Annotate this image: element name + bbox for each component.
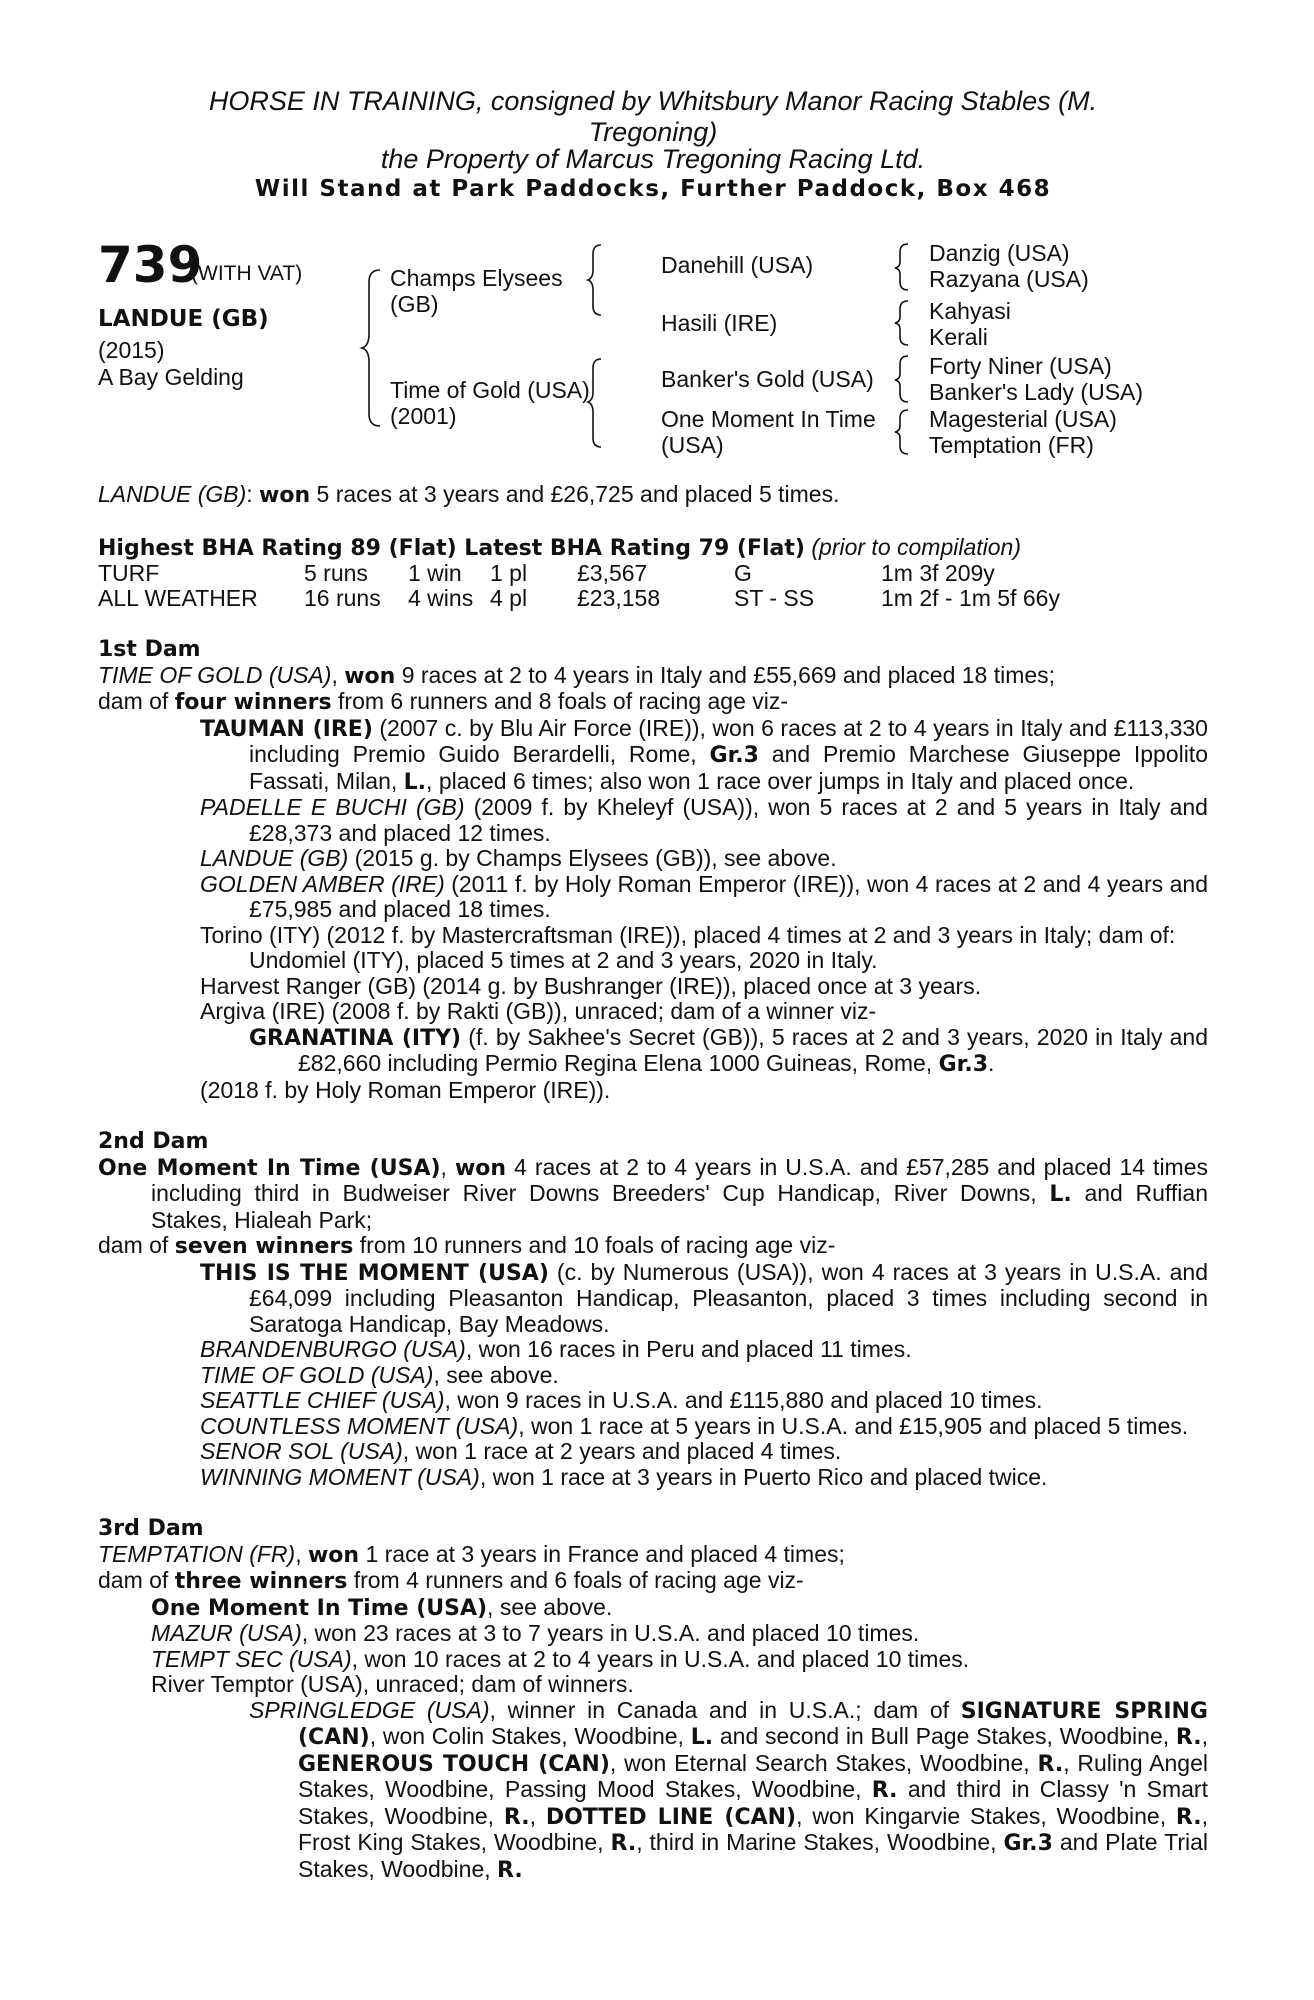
dam-dam-text: One Moment In Time xyxy=(661,406,876,432)
sd-dam: Kerali xyxy=(929,324,988,350)
produce-a: dam of xyxy=(98,688,175,714)
offspring-text: (2009 f. by Kheleyf (USA)), won 5 races at 2 and 5 years in Italy and £28,373 and placed 12 times. xyxy=(249,794,1208,846)
offspring-text: , Frost King Stakes, Woodbine, xyxy=(298,1802,1209,1855)
consignor-line-cont: Tregoning) xyxy=(588,117,718,147)
sire-name xyxy=(390,265,563,317)
offspring-name: GENEROUS TOUCH (CAN) xyxy=(298,1751,610,1777)
won-label: won xyxy=(344,663,396,689)
summary-horse-name: LANDUE (GB) xyxy=(98,481,247,507)
rating-note: (prior to compilation) xyxy=(811,533,1022,560)
offspring-name: TEMPT SEC (USA) xyxy=(151,1645,352,1672)
sire-name-text: Champs Elysees xyxy=(390,265,563,291)
list-item: Torino (ITY) (2012 f. by Mastercraftsman (IRE)), placed 4 times at 2 and 3 years in Italy; dam of: xyxy=(200,921,1176,948)
list-item xyxy=(98,1465,1208,1491)
stand-location: Will Stand at Park Paddocks, Further Paddock, Box 468 xyxy=(254,176,1052,202)
dd-bracket xyxy=(894,404,914,460)
ss-dam: Razyana (USA) xyxy=(929,266,1089,292)
offspring-name: WINNING MOMENT (USA) xyxy=(200,1463,480,1490)
grade: Gr.3 xyxy=(1003,1831,1053,1856)
second-dam-heading: 2nd Dam xyxy=(98,1129,209,1154)
offspring-name: SPRINGLEDGE (USA) xyxy=(249,1696,490,1723)
grade: L. xyxy=(690,1725,714,1750)
dam-name-text: Time of Gold (USA) xyxy=(390,377,590,403)
produce-b: seven winners xyxy=(174,1234,354,1259)
offspring-text: and Premio Marchese Giuseppe Ippolito Fassati, Milan, xyxy=(249,741,1208,794)
offspring-text: , won 1 race at 5 years in U.S.A. and £15,905 and placed 5 times. xyxy=(518,1412,1189,1439)
horse-year: (2015) xyxy=(98,337,165,363)
grade: Gr.3 xyxy=(709,743,759,768)
list-item xyxy=(98,872,1208,923)
horse-name: LANDUE (GB) xyxy=(98,306,269,332)
dam-name: TEMPTATION (FR) xyxy=(98,1540,296,1567)
record-text: 9 races at 2 to 4 years in Italy and £55,669 and placed 18 times; xyxy=(395,661,1056,688)
horse-description: A Bay Gelding xyxy=(98,364,244,390)
ds-sire: Forty Niner (USA) xyxy=(929,353,1112,379)
offspring-text: (2007 c. by Blu Air Force (IRE)), won 6 races at 2 to 4 years in Italy and £113,330 including Premio Guido Berardelli, Rome, xyxy=(249,714,1208,767)
sire-dam: Hasili (IRE) xyxy=(661,310,778,336)
dd-dam: Temptation (FR) xyxy=(929,432,1094,458)
list-item xyxy=(98,1388,1208,1414)
produce-c: from 6 runners and 8 foals of racing age viz- xyxy=(331,688,789,714)
grade: Gr.3 xyxy=(938,1052,989,1077)
offspring-text: , Ruling Angel Stakes, Woodbine, Passing Mood Stakes, Woodbine, xyxy=(298,1749,1208,1802)
dam-year: (2001) xyxy=(390,403,457,429)
won-label: won xyxy=(307,1542,360,1568)
dam-dam-origin: (USA) xyxy=(661,432,724,458)
stat-surface: TURF xyxy=(98,560,160,586)
lot-number: 739 xyxy=(98,236,203,294)
first-dam-record: TIME OF GOLD (USA), won 9 races at 2 to 4 years in Italy and £55,669 and placed 18 times; xyxy=(98,661,1056,689)
grade: R. xyxy=(1037,1751,1064,1777)
list-item xyxy=(98,1363,1208,1389)
offspring-text: , xyxy=(1201,1723,1208,1749)
list-item: Undomiel (ITY), placed 5 times at 2 and 3 years, 2020 in Italy. xyxy=(249,947,878,973)
offspring-name: One Moment In Time (USA) xyxy=(151,1595,488,1621)
produce-a: dam of xyxy=(98,1567,175,1593)
ds-bracket xyxy=(894,350,914,406)
offspring-text: (2011 f. by Holy Roman Emperor (IRE)), won 4 races at 2 and 4 years and £75,985 and placed 18 times. xyxy=(249,870,1208,922)
list-item: Argiva (IRE) (2008 f. by Rakti (GB)), unraced; dam of a winner viz- xyxy=(200,998,877,1024)
third-dam-heading: 3rd Dam xyxy=(98,1516,204,1541)
offspring-text: , winner in Canada and in U.S.A.; dam of xyxy=(489,1696,961,1723)
produce-a: dam of xyxy=(98,1232,175,1258)
vat-note: (WITH VAT) xyxy=(191,262,303,285)
offspring-text: and Plate Trial Stakes, Woodbine, xyxy=(298,1829,1208,1882)
offspring-name: MAZUR (USA) xyxy=(151,1620,302,1646)
offspring-name: BRANDENBURGO (USA) xyxy=(200,1336,466,1362)
dam-dam xyxy=(661,406,876,458)
dam-bracket xyxy=(587,354,607,454)
dam-name: One Moment In Time (USA) xyxy=(98,1155,441,1181)
offspring-text: , see above. xyxy=(433,1361,559,1388)
stat-going: ST - SS xyxy=(734,585,815,611)
ss-sire: Danzig (USA) xyxy=(929,240,1070,266)
summary-line: LANDUE (GB): won 5 races at 3 years and £26,725 and placed 5 times. xyxy=(98,481,840,508)
list-item xyxy=(98,846,1208,872)
grade: R. xyxy=(503,1804,530,1830)
list-item xyxy=(98,1414,1208,1440)
stat-wins: 4 wins xyxy=(408,585,474,611)
stat-runs: 5 runs xyxy=(304,560,368,586)
produce-b: three winners xyxy=(174,1569,348,1594)
offspring-text: . xyxy=(988,1050,995,1076)
stat-wins: 1 win xyxy=(408,560,462,586)
grade: R. xyxy=(497,1857,523,1883)
ss-bracket xyxy=(894,240,914,294)
second-dam-record: One Moment In Time (USA), won 4 races at 2 to 4 years in U.S.A. and £57,285 and placed 14 times including third in Budweiser River Downs Breeders' Cup Handicap, River Downs, L. and Ruffian Stakes, Hialeah Park; xyxy=(98,1153,1208,1233)
offspring-text: , won Eternal Search Stakes, Woodbine, xyxy=(609,1749,1038,1776)
offspring-text: , won Kingarvie Stakes, Woodbine, xyxy=(796,1802,1176,1829)
offspring-text: , see above. xyxy=(487,1593,613,1620)
sire-name-origin: (GB) xyxy=(390,291,439,317)
first-dam-produce xyxy=(98,689,1208,716)
stat-prize: £3,567 xyxy=(577,560,648,586)
won-label: won xyxy=(454,1155,507,1181)
offspring-text: , placed 6 times; also won 1 race over jumps in Italy and placed once. xyxy=(426,767,1135,794)
record-text: 4 races at 2 to 4 years in U.S.A. and £57,285 and placed 14 times including third in Budweiser River Downs Breeders' Cup Handicap, River Downs, xyxy=(151,1153,1208,1206)
record-text: and Ruffian Stakes, Hialeah Park; xyxy=(151,1180,1208,1233)
offspring-text: , won Colin Stakes, Woodbine, xyxy=(369,1723,691,1749)
produce-c: from 4 runners and 6 foals of racing age viz- xyxy=(347,1567,804,1593)
stat-placed: 4 pl xyxy=(490,585,528,611)
race-record-body xyxy=(98,482,1208,1883)
third-dam-record: TEMPTATION (FR), won 1 race at 3 years in France and placed 4 times; xyxy=(98,1540,845,1568)
list-item xyxy=(98,1621,1208,1647)
second-dam-produce xyxy=(98,1233,1208,1260)
sire-bracket xyxy=(587,240,607,320)
grade: L. xyxy=(403,769,427,795)
stat-surface: ALL WEATHER xyxy=(98,585,258,611)
offspring-text: , won 10 races at 2 to 4 years in U.S.A. and placed 10 times. xyxy=(351,1645,970,1672)
stat-distance: 1m 3f 209y xyxy=(881,560,995,586)
stat-distance: 1m 2f - 1m 5f 66y xyxy=(881,585,1060,611)
offspring-name: COUNTLESS MOMENT (USA) xyxy=(200,1412,519,1439)
consignor-header xyxy=(98,86,1208,148)
stat-runs: 16 runs xyxy=(304,585,381,611)
list-item xyxy=(98,795,1208,846)
dd-sire: Magesterial (USA) xyxy=(929,406,1117,432)
offspring-name: GRANATINA (ITY) xyxy=(249,1025,462,1051)
list-item xyxy=(98,1698,1208,1884)
list-item xyxy=(98,1595,1208,1622)
property-line: the Property of Marcus Tregoning Racing Ltd. xyxy=(380,144,926,174)
rating-line xyxy=(98,535,1208,562)
list-item: Harvest Ranger (GB) (2014 g. by Bushranger (IRE)), placed once at 3 years. xyxy=(200,972,982,999)
record-text: 1 race at 3 years in France and placed 4 times; xyxy=(359,1540,845,1567)
offspring-text: , xyxy=(529,1802,546,1829)
offspring-text: and second in Bull Page Stakes, Woodbine, xyxy=(713,1723,1176,1749)
offspring-text: , won 16 races in Peru and placed 11 times. xyxy=(465,1336,912,1362)
offspring-name: LANDUE (GB) xyxy=(200,845,349,871)
first-dam-heading: 1st Dam xyxy=(98,637,201,662)
dam-name xyxy=(390,377,590,429)
offspring-name: SIGNATURE SPRING (CAN) xyxy=(298,1698,1208,1750)
sire-dam-bracket xyxy=(360,262,390,432)
offspring-text: , won 9 races in U.S.A. and £115,880 and placed 10 times. xyxy=(444,1387,1043,1413)
offspring-text: , won 1 race at 2 years and placed 4 times. xyxy=(402,1438,842,1464)
table-row xyxy=(98,586,1060,611)
offspring-name: TAUMAN (IRE) xyxy=(200,716,373,742)
offspring-name: GOLDEN AMBER (IRE) xyxy=(200,870,445,897)
grade: R. xyxy=(1175,1725,1202,1750)
rating-bold: Highest BHA Rating 89 (Flat) Latest BHA Rating 79 (Flat) xyxy=(98,535,805,561)
grade: L. xyxy=(1049,1182,1072,1207)
dam-name: TIME OF GOLD (USA) xyxy=(98,661,332,688)
list-item xyxy=(98,1025,1208,1078)
third-dam-produce xyxy=(98,1568,1208,1595)
produce-b: four winners xyxy=(174,690,332,715)
stats-table xyxy=(98,561,1060,611)
stat-placed: 1 pl xyxy=(490,560,528,586)
produce-c: from 10 runners and 10 foals of racing age viz- xyxy=(353,1232,836,1258)
table-row xyxy=(98,561,1060,586)
offspring-name: THIS IS THE MOMENT (USA) xyxy=(200,1260,549,1286)
stat-prize: £23,158 xyxy=(577,585,661,611)
offspring-text: (2015 g. by Champs Elysees (GB)), see above. xyxy=(348,845,837,871)
offspring-text: , third in Marine Stakes, Woodbine, xyxy=(636,1829,1004,1855)
sire-sire: Danehill (USA) xyxy=(661,252,814,278)
sd-bracket xyxy=(894,295,914,351)
offspring-text: (c. by Numerous (USA)), won 4 races at 3 years in U.S.A. and £64,099 including Pleasanton Handicap, Pleasanton, placed 3 times including second in Saratoga Handicap, Bay Meadows. xyxy=(249,1258,1208,1337)
list-item xyxy=(98,1647,1208,1673)
list-item xyxy=(98,1439,1208,1465)
grade: R. xyxy=(871,1778,898,1803)
consignor-line: HORSE IN TRAINING, consigned by Whitsbury Manor Racing Stables (M. xyxy=(208,86,1098,116)
offspring-text: , won 23 races at 3 to 7 years in U.S.A. and placed 10 times. xyxy=(301,1620,920,1646)
list-item xyxy=(98,1260,1208,1338)
offspring-text: , won 1 race at 3 years in Puerto Rico and placed twice. xyxy=(479,1463,1048,1490)
offspring-name: PADELLE E BUCHI (GB) xyxy=(200,794,465,820)
offspring-name: SENOR SOL (USA) xyxy=(200,1438,403,1464)
grade: R. xyxy=(1175,1804,1202,1830)
offspring-text: (f. by Sakhee's Secret (GB)), 5 races at 2 and 3 years, 2020 in Italy and £82,660 including Permio Regina Elena 1000 Guineas, Rome, xyxy=(298,1023,1208,1076)
list-item: River Temptor (USA), unraced; dam of winners. xyxy=(151,1671,634,1697)
sd-sire: Kahyasi xyxy=(929,298,1011,324)
stat-going: G xyxy=(734,560,752,586)
list-item xyxy=(98,716,1208,796)
offspring-name: SEATTLE CHIEF (USA) xyxy=(200,1387,445,1413)
grade: R. xyxy=(610,1831,637,1856)
list-item: (2018 f. by Holy Roman Emperor (IRE)). xyxy=(200,1076,611,1103)
offspring-text: and third in Classy 'n Smart Stakes, Woodbine, xyxy=(298,1776,1208,1829)
summary-won: won xyxy=(259,483,311,508)
dam-sire: Banker's Gold (USA) xyxy=(661,366,874,392)
offspring-name: DOTTED LINE (CAN) xyxy=(545,1804,797,1830)
offspring-name: TIME OF GOLD (USA) xyxy=(200,1361,434,1388)
summary-rest: 5 races at 3 years and £26,725 and placed 5 times. xyxy=(310,481,840,507)
ds-dam: Banker's Lady (USA) xyxy=(929,379,1144,405)
list-item xyxy=(98,1337,1208,1363)
